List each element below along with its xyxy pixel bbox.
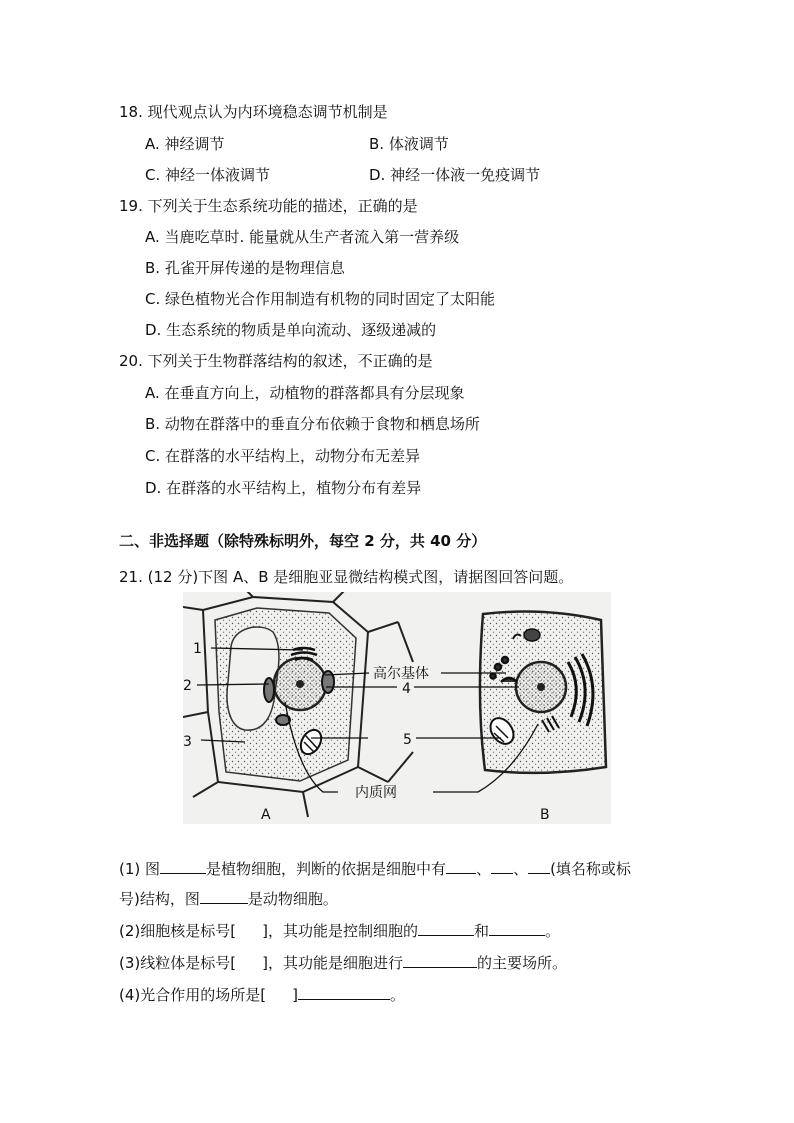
q20-option-d: D. 在群落的水平结构上，植物分布有差异 <box>145 479 422 497</box>
figure-label-4: 4 <box>402 681 411 697</box>
q18-option-b: B. 体液调节 <box>369 135 449 153</box>
figure-label-er: 内质网 <box>355 785 397 801</box>
q19-option-c: C. 绿色植物光合作用制造有机物的同时固定了太阳能 <box>145 290 496 308</box>
q21-part-2: (2)细胞核是标号[ ]，其功能是控制细胞的 和 。 <box>119 922 560 940</box>
answer-blank[interactable] <box>403 953 477 968</box>
q19-option-d: D. 生态系统的物质是单向流动、逐级递减的 <box>145 321 437 339</box>
answer-blank[interactable] <box>528 859 550 874</box>
q20-stem: 20. 下列关于生物群落结构的叙述，不正确的是 <box>119 352 433 370</box>
q18-option-a: A. 神经调节 <box>145 135 225 153</box>
q20-option-b: B. 动物在群落中的垂直分布依赖于食物和栖息场所 <box>145 415 480 433</box>
q20-option-a: A. 在垂直方向上，动植物的群落都具有分层现象 <box>145 384 465 402</box>
answer-blank[interactable] <box>418 921 474 936</box>
answer-blank[interactable] <box>298 985 390 1000</box>
q21-part-3: (3)线粒体是标号[ ]，其功能是细胞进行 的主要场所。 <box>119 954 567 972</box>
q21-stem: 21. (12 分)下图 A、B 是细胞亚显微结构模式图，请据图回答问题。 <box>119 568 574 586</box>
q19-option-a: A. 当鹿吃草时. 能量就从生产者流入第一营养级 <box>145 228 460 246</box>
answer-blank[interactable] <box>491 859 513 874</box>
figure-label-cell-a: A <box>261 807 271 823</box>
q21-part-1-line2: 号)结构，图 是动物细胞。 <box>119 890 338 908</box>
q19-option-b: B. 孔雀开屏传递的是物理信息 <box>145 259 345 277</box>
figure-label-5: 5 <box>403 732 412 748</box>
figure-label-1: 1 <box>193 641 202 657</box>
figure-label-2: 2 <box>183 678 192 694</box>
q18-option-c: C. 神经一体液调节 <box>145 166 271 184</box>
q21-part-1-line1: (1) 图 是植物细胞，判断的依据是细胞中有 、 、 (填名称或标 <box>119 860 631 878</box>
answer-blank[interactable] <box>200 889 248 904</box>
answer-blank[interactable] <box>160 859 206 874</box>
q18-option-d: D. 神经一体液一免疫调节 <box>369 166 541 184</box>
figure-label-3: 3 <box>183 734 192 750</box>
answer-blank[interactable] <box>446 859 476 874</box>
cell-structure-figure <box>183 592 611 824</box>
q21-part-4: (4)光合作用的场所是[ ] 。 <box>119 986 405 1004</box>
figure-label-golgi: 高尔基体 <box>373 666 429 682</box>
q18-stem: 18. 现代观点认为内环境稳态调节机制是 <box>119 103 388 121</box>
answer-blank[interactable] <box>489 921 545 936</box>
q20-option-c: C. 在群落的水平结构上，动物分布无差异 <box>145 447 421 465</box>
q19-stem: 19. 下列关于生态系统功能的描述，正确的是 <box>119 197 418 215</box>
section-heading: 二、非选择题（除特殊标明外，每空 2 分，共 40 分） <box>119 532 487 550</box>
figure-label-cell-b: B <box>540 807 550 823</box>
